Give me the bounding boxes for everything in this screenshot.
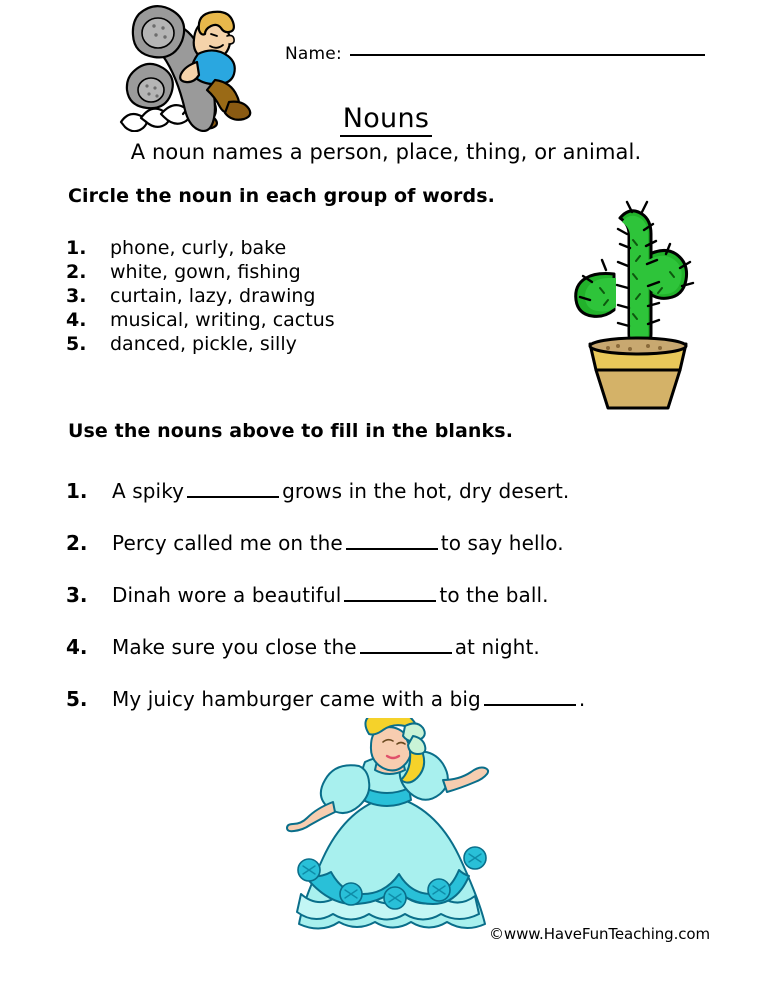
word-group-list (66, 237, 526, 357)
sentence-body (112, 529, 564, 555)
cactus-icon (562, 196, 714, 411)
list-item-words[interactable]: musical, writing, cactus (110, 309, 335, 331)
instruction-fill-blanks: Use the nouns above to fill in the blanks. (68, 420, 514, 442)
list-item-number: 4. (66, 309, 87, 331)
page-title (0, 103, 772, 134)
name-label: Name: (285, 44, 342, 64)
sentence-number: 2. (66, 531, 88, 555)
list-item-number: 5. (66, 333, 87, 355)
sentence-text-after: grows in the hot, dry desert. (282, 479, 570, 503)
answer-blank[interactable] (346, 529, 438, 550)
page-title-text: Nouns (340, 103, 433, 137)
list-item-words[interactable]: danced, pickle, silly (110, 333, 297, 355)
sentence-text-before: Percy called me on the (112, 531, 343, 555)
list-item-words[interactable]: phone, curly, bake (110, 237, 287, 259)
list-item-number: 3. (66, 285, 87, 307)
sentence-body (112, 633, 540, 659)
list-item[interactable] (66, 285, 526, 309)
sentence-body (112, 685, 585, 711)
list-item-number: 1. (66, 237, 87, 259)
sentence-text-before: A spiky (112, 479, 185, 503)
name-input[interactable] (350, 53, 705, 56)
sentence-number: 5. (66, 687, 88, 711)
list-item[interactable] (66, 309, 526, 333)
sentence-number: 1. (66, 479, 88, 503)
sentence-text-after: at night. (454, 635, 540, 659)
list-item[interactable] (66, 333, 526, 357)
sentence-number: 4. (66, 635, 88, 659)
sentence-text-before: Make sure you close the (112, 635, 357, 659)
list-item-words[interactable]: white, gown, fishing (110, 261, 301, 283)
answer-blank[interactable] (344, 581, 436, 602)
sentence-row (66, 477, 716, 529)
sentence-number: 3. (66, 583, 88, 607)
list-item-number: 2. (66, 261, 87, 283)
sentence-text-after: to say hello. (440, 531, 564, 555)
sentence-text-after: to the ball. (439, 583, 549, 607)
name-field-row (285, 44, 705, 64)
list-item-words[interactable]: curtain, lazy, drawing (110, 285, 316, 307)
sentence-body (112, 581, 549, 607)
sentence-text-after: . (578, 687, 586, 711)
list-item[interactable] (66, 237, 526, 261)
sentence-row (66, 529, 716, 581)
list-item[interactable] (66, 261, 526, 285)
answer-blank[interactable] (484, 685, 576, 706)
sentence-text-before: Dinah wore a beautiful (112, 583, 342, 607)
sentence-text-before: My juicy hamburger came with a big (112, 687, 481, 711)
fill-in-blank-list (66, 477, 716, 737)
sentence-row (66, 581, 716, 633)
princess-icon (283, 718, 501, 930)
footer-credit: ©www.HaveFunTeaching.com (489, 925, 710, 943)
answer-blank[interactable] (187, 477, 279, 498)
page-subtitle: A noun names a person, place, thing, or animal. (130, 140, 642, 164)
sentence-row (66, 633, 716, 685)
sentence-body (112, 477, 569, 503)
instruction-circle-noun: Circle the noun in each group of words. (68, 185, 495, 207)
answer-blank[interactable] (360, 633, 452, 654)
